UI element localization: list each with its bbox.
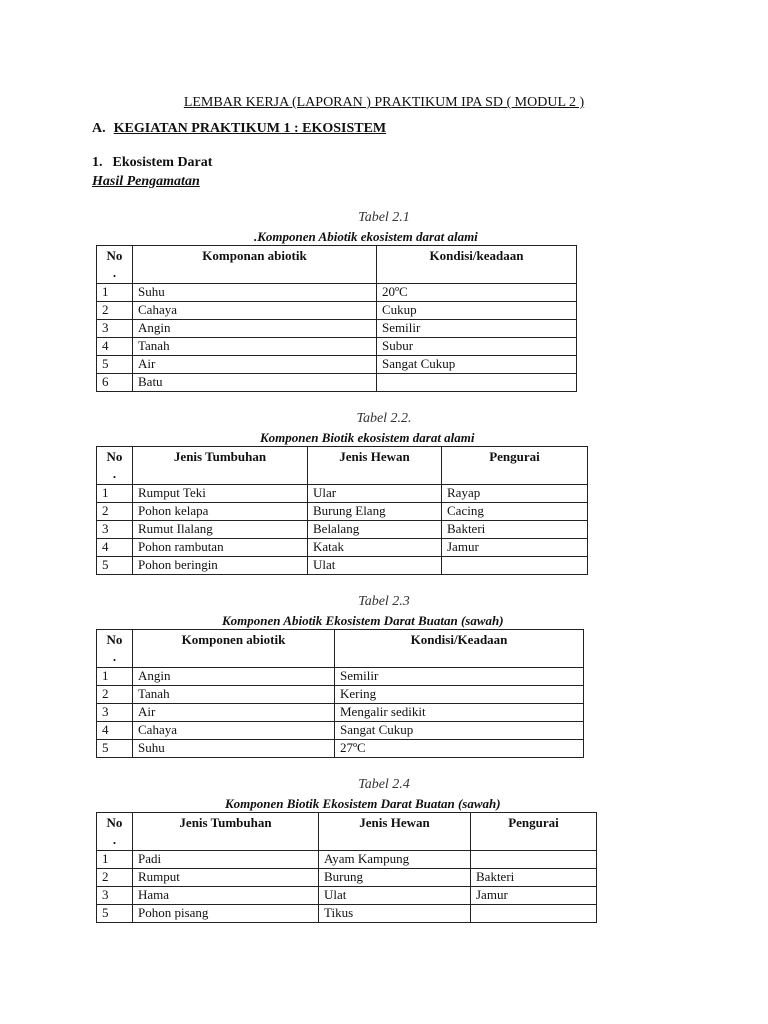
table-subtitle: Komponen Abiotik Ekosistem Darat Buatan (sawah) (222, 613, 504, 628)
header-cell: Kondisi/Keadaan (335, 630, 584, 668)
table-cell: Tikus (319, 905, 471, 923)
table-row (97, 356, 577, 374)
row-number-cell: 4 (97, 722, 133, 740)
row-number-cell: 1 (97, 851, 133, 869)
table-cell: Kering (335, 686, 584, 704)
table-row (97, 302, 577, 320)
table-cell: Cacing (442, 503, 588, 521)
table-row (97, 521, 588, 539)
row-number-cell: 2 (97, 503, 133, 521)
data-table (96, 245, 577, 392)
table-row (97, 557, 588, 575)
row-number-cell: 1 (97, 284, 133, 302)
header-cell: Jenis Hewan (308, 447, 442, 485)
table-cell: Angin (133, 668, 335, 686)
table-cell: Pohon beringin (133, 557, 308, 575)
row-number-cell: 3 (97, 320, 133, 338)
table-cell: Pohon kelapa (133, 503, 308, 521)
row-number-cell: 6 (97, 374, 133, 392)
data-table (96, 446, 588, 575)
header-cell-no: No . (97, 246, 133, 284)
table-cell: 20ºC (377, 284, 577, 302)
section-a-letter: A. (92, 121, 106, 136)
table-caption: Tabel 2.4 (358, 777, 410, 792)
table-row (97, 539, 588, 557)
table-cell: Rumut Ilalang (133, 521, 308, 539)
row-number-cell: 5 (97, 557, 133, 575)
table-cell: Suhu (133, 740, 335, 758)
table-row (97, 851, 597, 869)
table-cell: Angin (133, 320, 377, 338)
table-subtitle: .Komponen Abiotik ekosistem darat alami (254, 229, 478, 244)
table-cell: Semilir (377, 320, 577, 338)
table-header-row (97, 447, 588, 485)
table-cell: Cukup (377, 302, 577, 320)
row-number-cell: 3 (97, 887, 133, 905)
table-header-row (97, 630, 584, 668)
header-cell: Jenis Tumbuhan (133, 813, 319, 851)
table-cell: Bakteri (471, 869, 597, 887)
row-number-cell: 2 (97, 302, 133, 320)
header-cell: Komponen abiotik (133, 630, 335, 668)
header-cell: Komponan abiotik (133, 246, 377, 284)
table-row (97, 887, 597, 905)
table-cell: Suhu (133, 284, 377, 302)
table-header-row (97, 246, 577, 284)
table-cell: Air (133, 356, 377, 374)
subsection-number: 1. (92, 155, 103, 170)
table-row (97, 338, 577, 356)
document-title: LEMBAR KERJA (LAPORAN ) PRAKTIKUM IPA SD ( MODUL 2 ) (183, 95, 585, 110)
table-cell: Burung Elang (308, 503, 442, 521)
table-cell: Tanah (133, 338, 377, 356)
table-cell: Belalang (308, 521, 442, 539)
row-number-cell: 5 (97, 905, 133, 923)
table-cell: Batu (133, 374, 377, 392)
row-number-cell: 3 (97, 521, 133, 539)
table-cell (377, 374, 577, 392)
table-row (97, 686, 584, 704)
table-cell: Pohon pisang (133, 905, 319, 923)
table-cell: Ular (308, 485, 442, 503)
table-row (97, 668, 584, 686)
table-cell: Tanah (133, 686, 335, 704)
table-row (97, 704, 584, 722)
table-cell: Padi (133, 851, 319, 869)
subsection-title: Ekosistem Darat (112, 155, 213, 170)
table-cell (442, 557, 588, 575)
header-cell: Jenis Hewan (319, 813, 471, 851)
table-cell: Sangat Cukup (335, 722, 584, 740)
table-cell: Jamur (471, 887, 597, 905)
row-number-cell: 2 (97, 686, 133, 704)
table-cell: Cahaya (133, 302, 377, 320)
table-row (97, 320, 577, 338)
table-caption: Tabel 2.3 (358, 594, 410, 609)
table-cell: Ulat (308, 557, 442, 575)
table-cell: Mengalir sedikit (335, 704, 584, 722)
row-number-cell: 4 (97, 539, 133, 557)
subsection-heading (92, 155, 212, 171)
table-cell: Jamur (442, 539, 588, 557)
table-cell: Katak (308, 539, 442, 557)
header-cell: Jenis Tumbuhan (133, 447, 308, 485)
table-cell: Burung (319, 869, 471, 887)
table-row (97, 905, 597, 923)
table-cell: Sangat Cukup (377, 356, 577, 374)
table-cell: Rumput Teki (133, 485, 308, 503)
hasil-heading: Hasil Pengamatan (92, 174, 200, 189)
table-cell: Air (133, 704, 335, 722)
table-row (97, 740, 584, 758)
header-cell: Pengurai (442, 447, 588, 485)
row-number-cell: 2 (97, 869, 133, 887)
table-cell: Pohon rambutan (133, 539, 308, 557)
table-row (97, 374, 577, 392)
table-caption: Tabel 2.1 (358, 210, 410, 225)
table-cell (471, 851, 597, 869)
header-cell-no: No . (97, 813, 133, 851)
table-subtitle: Komponen Biotik Ekosistem Darat Buatan (sawah) (225, 796, 501, 811)
table-cell: Subur (377, 338, 577, 356)
table-subtitle: Komponen Biotik ekosistem darat alami (260, 430, 475, 445)
row-number-cell: 5 (97, 356, 133, 374)
table-cell: Ulat (319, 887, 471, 905)
header-cell: Kondisi/keadaan (377, 246, 577, 284)
table-cell: Ayam Kampung (319, 851, 471, 869)
header-cell-no: No . (97, 630, 133, 668)
table-cell: Rayap (442, 485, 588, 503)
table-row (97, 503, 588, 521)
data-table (96, 812, 597, 923)
table-header-row (97, 813, 597, 851)
row-number-cell: 1 (97, 668, 133, 686)
table-cell: Cahaya (133, 722, 335, 740)
table-cell: Hama (133, 887, 319, 905)
table-cell (471, 905, 597, 923)
row-number-cell: 5 (97, 740, 133, 758)
row-number-cell: 1 (97, 485, 133, 503)
header-cell-no: No . (97, 447, 133, 485)
table-row (97, 284, 577, 302)
table-row (97, 722, 584, 740)
table-cell: Semilir (335, 668, 584, 686)
section-a-title: KEGIATAN PRAKTIKUM 1 : EKOSISTEM (113, 121, 387, 136)
table-row (97, 869, 597, 887)
table-row (97, 485, 588, 503)
table-caption: Tabel 2.2. (356, 411, 412, 426)
table-cell: Bakteri (442, 521, 588, 539)
section-a-heading (92, 121, 386, 137)
header-cell: Pengurai (471, 813, 597, 851)
data-table (96, 629, 584, 758)
row-number-cell: 4 (97, 338, 133, 356)
table-cell: Rumput (133, 869, 319, 887)
row-number-cell: 3 (97, 704, 133, 722)
table-cell: 27ºC (335, 740, 584, 758)
